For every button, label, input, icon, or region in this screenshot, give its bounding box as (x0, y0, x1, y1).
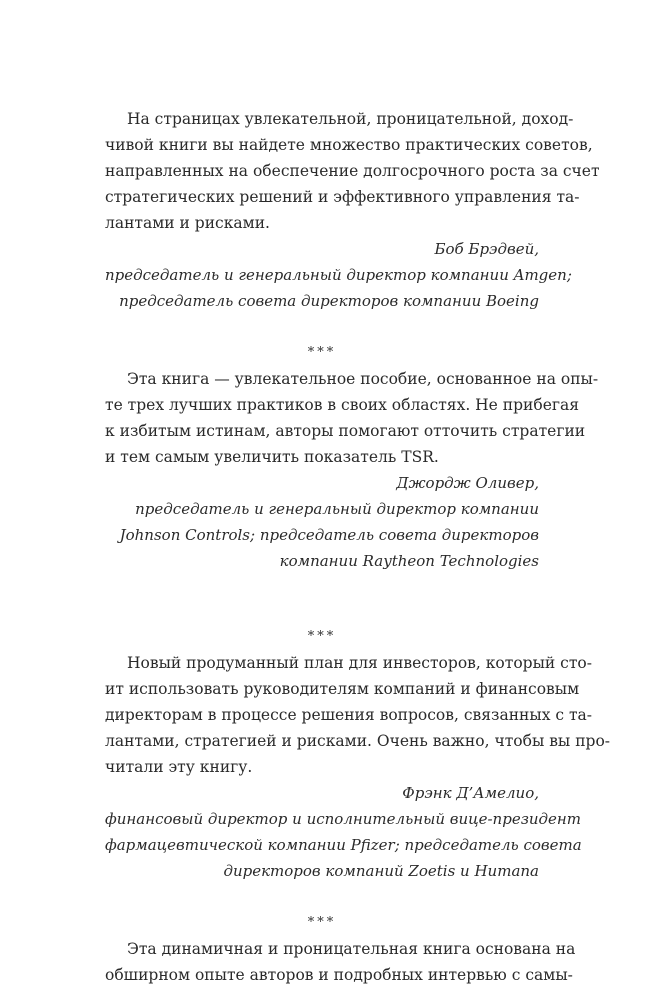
section-separator: *** (307, 629, 337, 644)
attribution-title: председатель и генеральный директор компании Amgen; (105, 266, 572, 284)
blurb-line: лантами и рисками. (105, 214, 270, 232)
attribution-title: председатель и генеральный директор компании (135, 500, 539, 518)
attribution-name: Боб Брэдвей, (434, 240, 539, 258)
blurb-line: На страницах увлекательной, проницательной, доход- (127, 110, 574, 128)
blurb-line: чивой книги вы найдете множество практических советов, (105, 136, 593, 154)
blurb-line: Новый продуманный план для инвесторов, который сто- (127, 654, 592, 672)
book-page (105, 106, 611, 988)
blurb-line: к избитым истинам, авторы помогают отточить стратегии (105, 422, 586, 440)
blurb-line: Эта книга — увлекательное пособие, основанное на опы- (127, 370, 599, 388)
blurb-line: Эта динамичная и проницательная книга основана на (127, 940, 576, 958)
blurb-1-attribution (105, 236, 572, 314)
blurb-line: направленных на обеспечение долгосрочного роста за счет (105, 162, 600, 180)
blurb-line: директорам в процессе решения вопросов, связанных с та- (105, 706, 593, 724)
attribution-title: председатель совета директоров компании Boeing (119, 292, 539, 310)
section-separator: *** (307, 915, 337, 930)
section-separator: *** (307, 345, 337, 360)
blurb-2-text (105, 366, 599, 470)
blurb-line: лантами, стратегией и рисками. Очень важно, чтобы вы про- (105, 732, 611, 750)
blurb-1 (105, 106, 600, 314)
attribution-title: Johnson Controls; председатель совета директоров (119, 526, 539, 544)
blurb-4 (105, 936, 576, 988)
attribution-title: фармацевтической компании Pfizer; председатель совета (105, 836, 582, 854)
attribution-title: директоров компаний Zoetis и Humana (223, 862, 539, 880)
blurb-line: обширном опыте авторов и подробных интервью с самы- (105, 966, 573, 984)
attribution-name: Джордж Оливер, (396, 474, 539, 492)
blurb-line: читали эту книгу. (105, 758, 253, 776)
blurb-line: ит использовать руководителям компаний и финансовым (105, 680, 580, 698)
blurb-line: и тем самым увеличить показатель TSR. (105, 448, 439, 466)
blurb-2-attribution (105, 470, 539, 574)
blurb-3-attribution (105, 780, 582, 884)
blurb-3 (105, 650, 611, 884)
attribution-name: Фрэнк Д’Амелио, (402, 784, 539, 802)
blurb-1-text (105, 106, 600, 236)
blurb-4-text (105, 936, 576, 988)
blurb-3-text (105, 650, 611, 780)
blurb-line: стратегических решений и эффективного управления та- (105, 188, 580, 206)
attribution-title: компании Raytheon Technologies (279, 552, 539, 570)
blurb-2 (105, 366, 599, 574)
attribution-title: финансовый директор и исполнительный вице-президент (105, 810, 582, 828)
blurb-line: те трех лучших практиков в своих областях. Не прибегая (105, 396, 580, 414)
